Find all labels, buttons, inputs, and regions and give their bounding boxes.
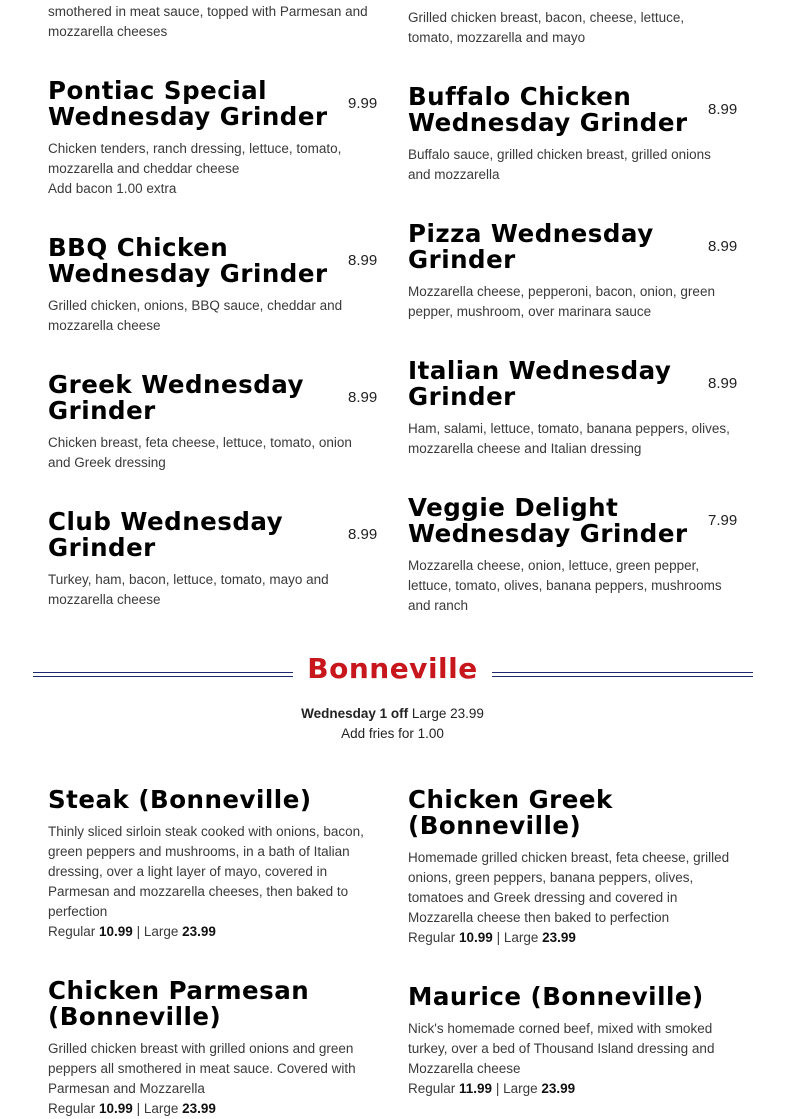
item-description: Chicken breast, feta cheese, lettuce, tomato, onion and Greek dressing: [48, 435, 352, 470]
large-label: Large: [143, 1101, 183, 1116]
regular-label: Regular: [408, 930, 460, 945]
item-price: 8.99: [708, 375, 738, 392]
item-description: Grilled chicken, onions, BBQ sauce, cheddar and mozzarella cheese: [48, 298, 343, 333]
item-description: Thinly sliced sirloin steak cooked with onions, bacon, green peppers and mushrooms, in a bath of Italian dressing, over a light layer of mayo, covered in Parmesan and mozzarella cheeses, then baked to perfection: [48, 824, 364, 919]
item-title: Chicken Parmesan (Bonneville): [48, 976, 310, 1031]
regular-label: Regular: [48, 924, 100, 939]
item-title: BBQ Chicken Wednesday Grinder: [48, 233, 328, 288]
item-description: Ham, salami, lettuce, tomato, banana peppers, olives, mozzarella cheese and Italian dressing: [408, 421, 730, 456]
item-description: Turkey, ham, bacon, lettuce, tomato, mayo and mozzarella cheese: [48, 572, 329, 607]
large-label: Large: [503, 1081, 542, 1096]
item-price: 8.99: [348, 252, 378, 269]
item-description: Mozzarella cheese, onion, lettuce, green pepper, lettuce, tomato, olives, banana peppers, mushrooms and ranch: [408, 558, 722, 613]
item-description: Grilled chicken breast with grilled onions and green peppers all smothered in meat sauce. Covered with Parmesan and Mozzarella: [48, 1041, 356, 1096]
price-separator: |: [492, 1081, 504, 1096]
item-prices: [408, 1079, 575, 1099]
item-extra: Add bacon 1.00 extra: [48, 181, 177, 196]
item-title: Pontiac Special Wednesday Grinder: [48, 76, 328, 131]
item-price: 8.99: [348, 526, 378, 543]
item-prices: [408, 928, 576, 948]
price-separator: |: [132, 924, 144, 939]
section-title: Bonneville: [307, 652, 478, 685]
price-separator: |: [492, 930, 504, 945]
large-price: 23.99: [541, 1081, 576, 1096]
price-separator: |: [132, 1101, 144, 1116]
large-price: 23.99: [182, 1101, 216, 1116]
section-note: Add fries for 1.00: [341, 726, 444, 741]
item-price: 9.99: [348, 95, 378, 112]
promo-highlight: Wednesday 1 off: [301, 706, 409, 721]
regular-price: 11.99: [459, 1081, 493, 1096]
item-description: Nick's homemade corned beef, mixed with smoked turkey, over a bed of Thousand Island dressing and Mozzarella cheese: [408, 1021, 715, 1076]
item-title: Buffalo Chicken Wednesday Grinder: [408, 82, 688, 137]
item-title: Chicken Greek (Bonneville): [408, 785, 613, 840]
item-prices: [48, 922, 216, 942]
item-description: Grilled chicken breast, bacon, cheese, lettuce, tomato, mozzarella and mayo: [408, 10, 685, 45]
item-description: Homemade grilled chicken breast, feta cheese, grilled onions, green peppers, banana peppers, olives, tomatoes and Greek dressing and covered in Mozzarella cheese then baked to perfection: [408, 850, 730, 925]
item-prices: [48, 1099, 216, 1119]
item-description: smothered in meat sauce, topped with Parmesan and mozzarella cheeses: [48, 4, 368, 39]
regular-price: 10.99: [459, 930, 493, 945]
item-description: Mozzarella cheese, pepperoni, bacon, onion, green pepper, mushroom, over marinara sauce: [408, 284, 715, 319]
item-title: Greek Wednesday Grinder: [48, 370, 304, 425]
regular-price: 10.99: [99, 924, 133, 939]
large-price: 23.99: [542, 930, 576, 945]
large-price: 23.99: [182, 924, 216, 939]
item-title: Veggie Delight Wednesday Grinder: [408, 493, 688, 548]
item-description: Chicken tenders, ranch dressing, lettuce, tomato, mozzarella and cheddar cheese: [48, 141, 342, 176]
regular-price: 10.99: [99, 1101, 133, 1116]
item-price: 8.99: [708, 101, 738, 118]
large-label: Large: [503, 930, 543, 945]
item-title: Steak (Bonneville): [48, 785, 312, 814]
regular-label: Regular: [48, 1101, 100, 1116]
section-promo: [0, 706, 785, 721]
item-title: Italian Wednesday Grinder: [408, 356, 672, 411]
promo-text: Large 23.99: [408, 706, 484, 721]
item-title: Pizza Wednesday Grinder: [408, 219, 654, 274]
regular-label: Regular: [408, 1081, 460, 1096]
item-price: 7.99: [708, 512, 738, 529]
large-label: Large: [143, 924, 183, 939]
item-price: 8.99: [348, 389, 378, 406]
item-title: Maurice (Bonneville): [408, 982, 704, 1011]
item-title: Club Wednesday Grinder: [48, 507, 284, 562]
item-description: Buffalo sauce, grilled chicken breast, grilled onions and mozzarella: [408, 147, 711, 182]
item-price: 8.99: [708, 238, 738, 255]
